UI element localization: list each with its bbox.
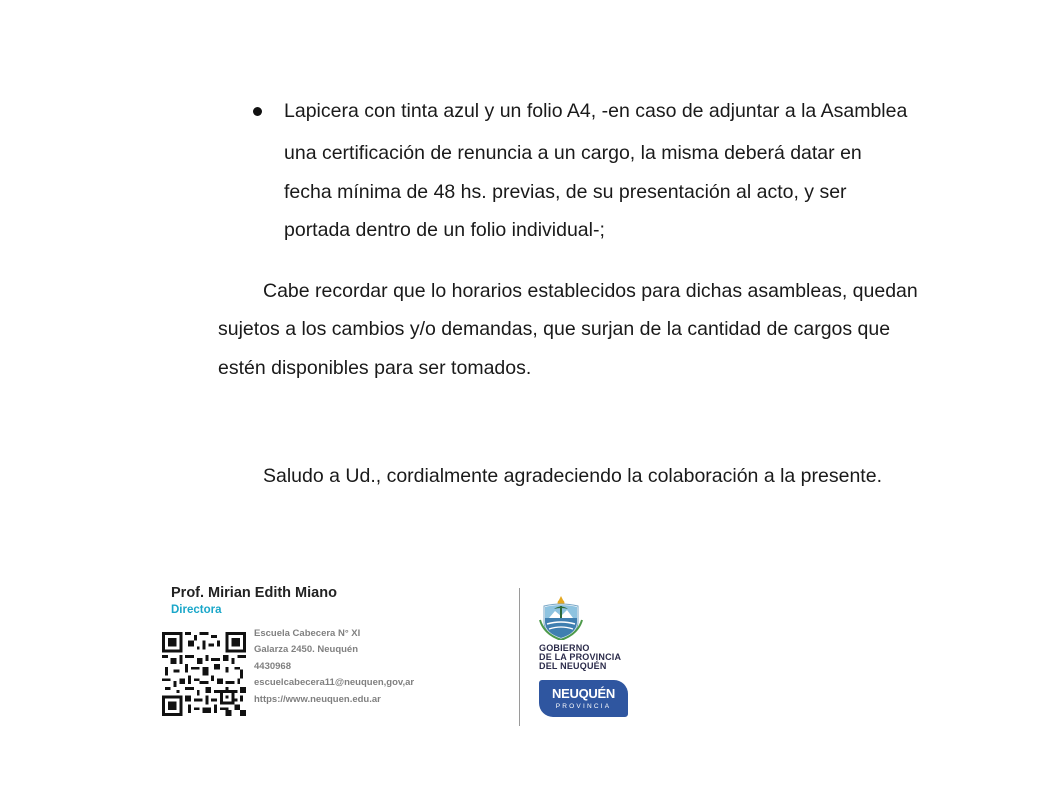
bullet-line: una certificación de renuncia a un cargo, la misma deberá datar en [284,142,862,164]
government-label: GOBIERNO [539,643,590,653]
contact-website: https://www.neuquen.edu.ar [254,694,381,705]
bullet-line: fecha mínima de 48 hs. previas, de su presentación al acto, y ser [284,181,847,203]
bullet-line: Lapicera con tinta azul y un folio A4, -en caso de adjuntar a la Asamblea [284,100,908,122]
closing-line: Saludo a Ud., cordialmente agradeciendo la colaboración a la presente. [263,465,882,487]
neuquen-badge [539,680,628,717]
divider [519,588,520,726]
contact-phone: 4430968 [254,661,291,672]
contact-school: Escuela Cabecera N° XI [254,628,361,639]
contact-address: Galarza 2450. Neuquén [254,644,359,655]
bullet-line: portada dentro de un folio individual-; [284,219,605,241]
badge-title: NEUQUÉN [552,686,615,701]
provincial-crest-icon [539,594,583,640]
paragraph-line: Cabe recordar que lo horarios establecidos para dichas asambleas, quedan [263,280,918,302]
government-label: DE LA PROVINCIA [539,652,622,662]
signatory-role: Directora [171,604,222,616]
paragraph-line: sujetos a los cambios y/o demandas, que surjan de la cantidad de cargos que [218,318,891,340]
government-label: DEL NEUQUÉN [539,661,607,671]
contact-email: escuelcabecera11@neuquen,gov,ar [254,677,415,688]
signatory-name: Prof. Mirian Edith Miano [171,585,337,601]
paragraph-line: estén disponibles para ser tomados. [218,357,532,379]
badge-subtitle: PROVINCIA [555,703,612,710]
qr-code-icon [162,632,246,716]
bullet-icon [253,107,262,116]
